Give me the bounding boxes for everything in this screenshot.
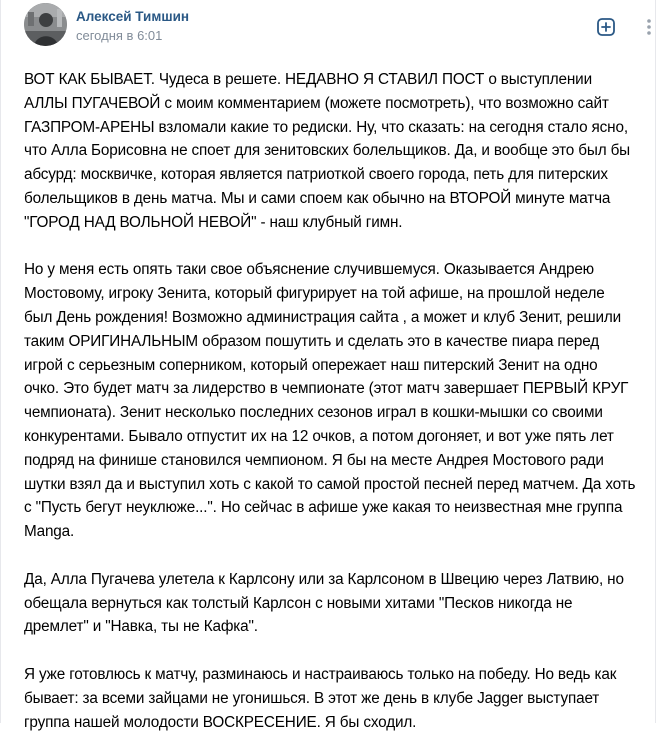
avatar[interactable] (24, 3, 67, 46)
post-paragraph: Но у меня есть опять таки свое объяснение случившемуся. Оказывается Андрею Мостовому, игроку Зенита, который фигурирует на той афише, на прошлой неделе был День рождения! Возможно администрация сайта , а может и клуб Зенит, решили таким ОРИГИНАЛЬНЫМ образом пошутить и сделать это в качестве пиара перед игрой с серьезным соперником, который опережает наш питерский Зенит на одно очко. Это будет матч за лидерство в чемпионате (этот матч завершает ПЕРВЫЙ КРУГ чемпионата). Зенит несколько последних сезонов играл в кошки-мышки со своими конкурентами. Бывало отпустит их на 12 очков, а потом догоняет, и вот уже пять лет подряд на финише становился чемпионом. Я бы на месте Андрея Мостового ради шутки взял да и выступил хоть с какой то самой простой песней перед матчем. Да хоть с "Пусть бегут неуклюже...". Но сейчас в афише уже какая то неизвестная мне группа Manga. (24, 261, 636, 541)
post-text (24, 68, 636, 734)
post-paragraph: Я уже готовлюсь к матчу, разминаюсь и настраиваюсь только на победу. Но ведь как бывает: за всеми зайцами не угонишься. В этот же день в клубе Jagger выступает группа нашей молодости ВОСКРЕСЕНИЕ. Я бы сходил. (24, 665, 617, 731)
author-name-link[interactable]: Алексей Тимшин (76, 9, 190, 24)
post-date-link[interactable]: сегодня в 6:01 (76, 28, 163, 43)
add-to-bookmarks-icon[interactable] (597, 18, 615, 36)
post-header (24, 3, 634, 47)
post-paragraph: Да, Алла Пугачева улетела к Карлсону или за Карлсоном в Швецию через Латвию, но обещала вернуться как толстый Карлсон с новыми хитами "Песков никогда не дремлет" и "Навка, ты не Кафка". (24, 570, 624, 636)
avatar-photo (24, 3, 67, 46)
more-options-icon[interactable] (639, 17, 656, 37)
post-paragraph: ВОТ КАК БЫВАЕТ. Чудеса в решете. НЕДАВНО Я СТАВИЛ ПОСТ о выступлении АЛЛЫ ПУГАЧЕВОЙ с моим комментарием (можете посмотреть), что возможно сайт ГАЗПРОМ-АРЕНЫ взломали какие то редиски. Ну, что сказать: на сегодня стало ясно, что Алла Борисовна не споет для зенитовских болельщиков. Да, и вообще это был бы абсурд: москвичке, которая является патриоткой своего города, петь для питерских болельщиков в день матча. Мы и сами споем как обычно на ВТОРОЙ минуте матча "ГОРОД НАД ВОЛЬНОЙ НЕВОЙ" - наш клубный гимн. (24, 71, 631, 231)
